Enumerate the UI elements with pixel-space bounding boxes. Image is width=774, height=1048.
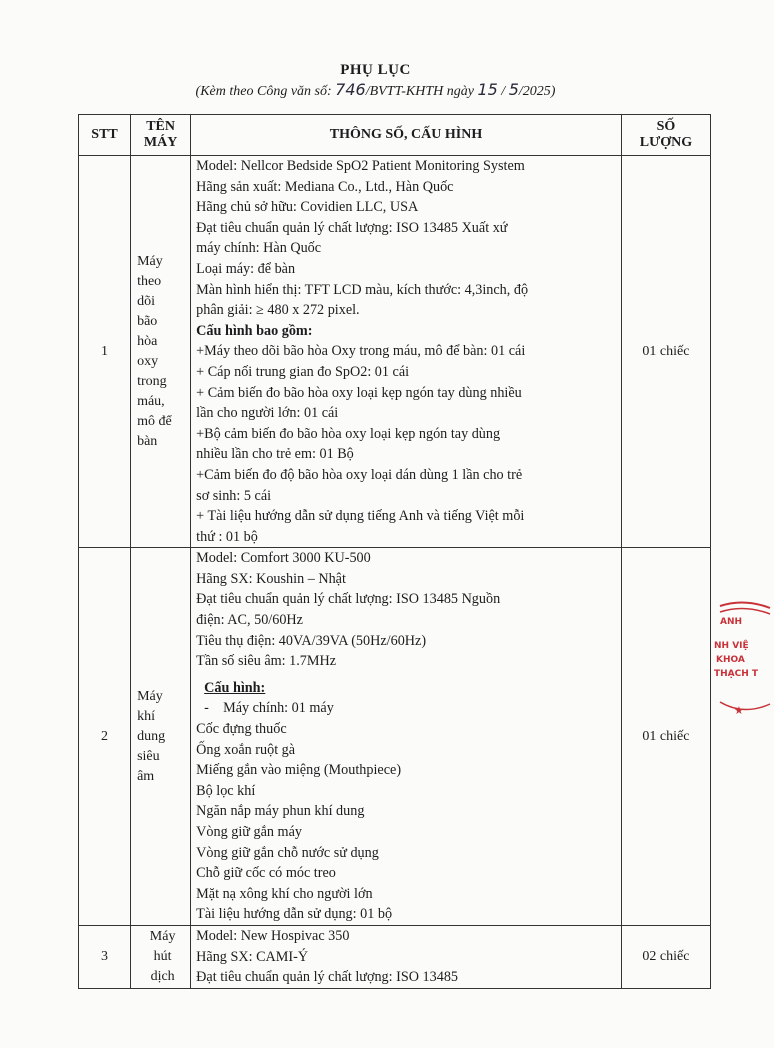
device-name-line: hút <box>153 948 172 964</box>
spec-line: Model: New Hospivac 350 <box>196 927 350 944</box>
config-line: Mặt nạ xông khí cho người lớn <box>196 885 373 902</box>
row-qty: 01 chiếc <box>621 548 710 926</box>
device-name-line: bàn <box>137 433 158 449</box>
spec-line: phân giải: ≥ 480 x 272 pixel. <box>196 302 360 319</box>
config-line: +Bộ cảm biến đo bão hòa oxy loại kẹp ngón tay dùng <box>196 425 501 442</box>
device-name-line: dung <box>137 728 166 744</box>
page-title: PHỤ LỤC <box>340 62 411 78</box>
handwritten-month: 5 <box>508 80 519 99</box>
row-stt: 2 <box>79 548 131 926</box>
row-stt: 3 <box>79 925 131 988</box>
table-row <box>79 156 711 548</box>
device-name-line: Máy <box>137 253 163 269</box>
config-line: nhiều lần cho trẻ em: 01 Bộ <box>196 446 354 463</box>
spec-line: Model: Comfort 3000 KU-500 <box>196 550 371 567</box>
config-title: Cấu hình: <box>204 679 266 696</box>
row-qty: 01 chiếc <box>621 156 710 548</box>
header-stt: STT <box>79 115 131 156</box>
device-name-line: dịch <box>150 968 175 984</box>
spec-line: Tiêu thụ điện: 40VA/39VA (50Hz/60Hz) <box>196 632 427 649</box>
config-line: Ngăn nắp máy phun khí dung <box>196 803 365 820</box>
config-title: Cấu hình bao gồm: <box>196 322 313 339</box>
config-line: - Máy chính: 01 máy <box>204 700 334 717</box>
subtitle-mid: /BVTT-KHTH ngày <box>365 84 474 99</box>
spec-line: Đạt tiêu chuẩn quản lý chất lượng: ISO 13485 <box>196 969 459 986</box>
header-qty-line1: SỐ <box>656 119 676 134</box>
config-line: +Máy theo dõi bão hòa Oxy trong máu, mô để bàn: 01 cái <box>196 343 526 360</box>
spec-line: máy chính: Hàn Quốc <box>196 240 322 257</box>
subtitle-year: /2025) <box>518 84 556 99</box>
handwritten-day: 15 <box>477 80 498 99</box>
device-name-line: siêu <box>137 748 160 764</box>
spec-line: Model: Nellcor Bedside SpO2 Patient Monitoring System <box>196 158 525 174</box>
device-name-line: mô để <box>137 413 172 429</box>
device-name-line: bão <box>137 313 158 329</box>
row-device-name <box>131 156 191 548</box>
row-spec <box>191 156 622 548</box>
row-device-name <box>131 925 191 988</box>
spec-line: Tần số siêu âm: 1.7MHz <box>196 653 337 670</box>
config-line: thứ : 01 bộ <box>196 528 258 545</box>
seal-star-icon: ★ <box>734 704 744 717</box>
config-line: Chỗ giữ cốc có móc treo <box>196 865 336 882</box>
config-line: lần cho người lớn: 01 cái <box>196 405 339 422</box>
subtitle-prefix: (Kèm theo Công văn số: <box>195 84 332 99</box>
spec-line: Màn hình hiển thị: TFT LCD màu, kích thước: 4,3inch, độ <box>196 281 529 298</box>
spec-line: Loại máy: để bàn <box>196 260 296 277</box>
config-line: Vòng giữ gắn chỗ nước sử dụng <box>196 844 379 861</box>
seal-text-4: THẠCH T <box>714 669 759 679</box>
config-line: Vòng giữ gắn máy <box>196 824 302 840</box>
seal-graphic <box>714 598 774 722</box>
spec-line: Đạt tiêu chuẩn quản lý chất lượng: ISO 13485 Xuất xứ <box>196 219 508 236</box>
row-stt: 1 <box>79 156 131 548</box>
spec-line: Hãng SX: Koushin – Nhật <box>196 570 346 587</box>
config-line: Miếng gắn vào miệng (Mouthpiece) <box>196 762 402 779</box>
config-line: Ống xoắn ruột gà <box>196 741 296 758</box>
table-row <box>79 548 711 926</box>
table-header-row <box>79 115 711 156</box>
header-name-line1: TÊN <box>146 119 176 134</box>
red-seal-stamp <box>714 598 759 722</box>
header-name-line2: MÁY <box>143 135 178 150</box>
row-device-name <box>131 548 191 926</box>
equipment-table <box>78 114 711 989</box>
header-name <box>131 115 191 156</box>
config-line: + Cáp nối trung gian đo SpO2: 01 cái <box>196 363 410 380</box>
config-line: Cốc đựng thuốc <box>196 721 287 738</box>
device-name-line: trong <box>137 373 167 389</box>
config-line: + Tài liệu hướng dẫn sử dụng tiếng Anh và tiếng Việt mỗi <box>196 508 525 525</box>
config-line: +Cảm biến đo độ bão hòa oxy loại dán dùng 1 lần cho trẻ <box>196 466 523 483</box>
spec-line: Hãng SX: CAMI-Ý <box>196 948 309 965</box>
table-row <box>79 925 711 988</box>
config-line: sơ sinh: 5 cái <box>196 487 272 504</box>
seal-text-3: KHOA <box>716 655 745 665</box>
device-name-line: Máy <box>149 928 176 944</box>
spec-line: Hãng sản xuất: Mediana Co., Ltd., Hàn Quốc <box>196 178 454 195</box>
seal-text-2: NH VIỆ <box>714 641 749 651</box>
device-name-line: máu, <box>137 393 165 409</box>
row-spec <box>191 925 622 988</box>
handwritten-doc-number: 746 <box>335 80 366 99</box>
config-line: + Cảm biến đo bão hòa oxy loại kẹp ngón tay dùng nhiều <box>196 384 522 401</box>
device-name-line: dõi <box>137 293 155 309</box>
config-line: Tài liệu hướng dẫn sử dụng: 01 bộ <box>196 906 393 923</box>
config-line: Bộ lọc khí <box>196 782 256 799</box>
device-name-line: âm <box>137 768 155 784</box>
device-name-line: Máy <box>137 688 163 704</box>
header-qty-line2: LƯỢNG <box>639 135 693 150</box>
spec-line: Hãng chủ sở hữu: Covidien LLC, USA <box>196 199 419 216</box>
seal-text-1: ANH <box>720 617 743 627</box>
device-name-line: hòa <box>137 333 158 349</box>
page-subtitle <box>0 80 751 100</box>
device-name-line: khí <box>137 708 155 724</box>
spec-line: Đạt tiêu chuẩn quản lý chất lượng: ISO 13485 Nguồn <box>196 591 501 608</box>
spec-line: điện: AC, 50/60Hz <box>196 612 303 629</box>
device-name-line: theo <box>137 273 162 289</box>
row-spec <box>191 548 622 926</box>
row-qty: 02 chiếc <box>621 925 710 988</box>
header-qty <box>621 115 710 156</box>
header-spec: THÔNG SỐ, CẤU HÌNH <box>191 115 622 156</box>
date-slash: / <box>501 84 506 99</box>
device-name-line: oxy <box>137 353 159 369</box>
